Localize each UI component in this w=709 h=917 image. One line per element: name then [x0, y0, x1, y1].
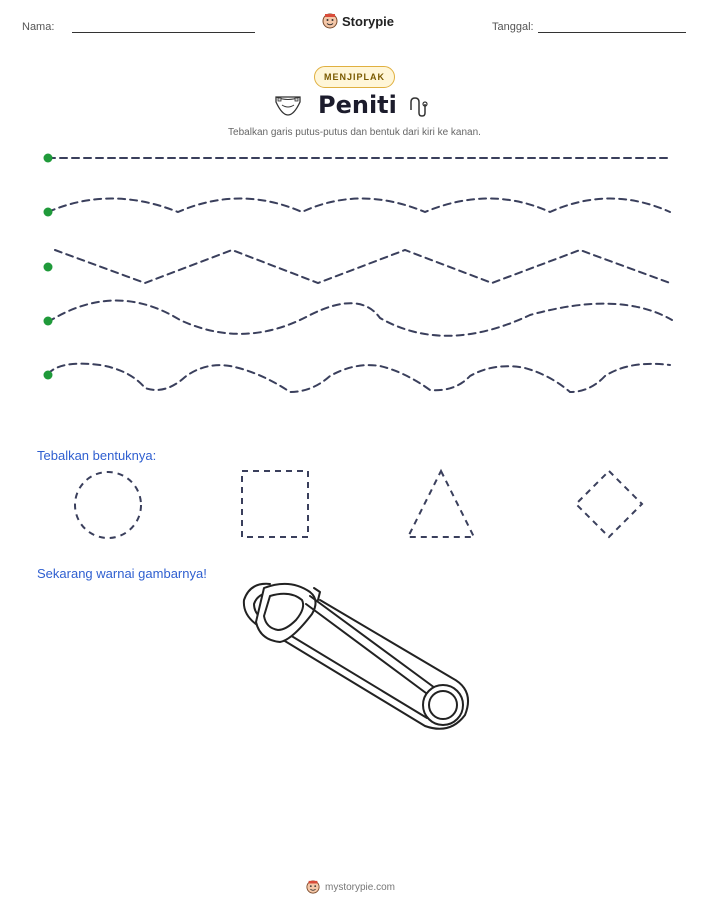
- shapes-section-label: Tebalkan bentuknya:: [37, 448, 157, 463]
- name-label: Nama:: [22, 21, 55, 33]
- start-dot: [44, 317, 53, 326]
- start-dot: [44, 154, 53, 163]
- coloring-section-label: Sekarang warnai gambarnya!: [37, 566, 207, 581]
- date-label: Tanggal:: [492, 21, 534, 33]
- brand-name: Storypie: [342, 13, 395, 29]
- storypie-logo-icon: [322, 13, 338, 29]
- trace-line-loop: [48, 364, 670, 392]
- trace-square: [242, 471, 308, 537]
- activity-badge: MENJIPLAK: [314, 66, 395, 88]
- diaper-icon: [274, 93, 302, 117]
- trace-triangle: [408, 471, 474, 537]
- footer-url[interactable]: mystorypie.com: [325, 881, 396, 893]
- instruction-text: Tebalkan garis putus-putus dan bentuk dari kiri ke kanan.: [228, 127, 481, 138]
- storypie-logo-icon: [306, 880, 320, 894]
- date-field[interactable]: [538, 32, 686, 33]
- start-dot: [44, 208, 53, 217]
- trace-line-curve: [48, 300, 672, 335]
- page-title: Peniti: [318, 91, 397, 119]
- start-dot: [44, 263, 53, 272]
- trace-line-wave: [48, 199, 670, 213]
- trace-circle: [75, 472, 141, 538]
- start-dot: [44, 371, 53, 380]
- footer: [306, 880, 395, 894]
- name-field[interactable]: [72, 32, 255, 33]
- safety-pin-small-icon: [407, 96, 433, 118]
- tracing-shapes: [0, 460, 709, 550]
- brand-logo: [322, 13, 394, 29]
- trace-diamond: [576, 471, 642, 537]
- safety-pin-illustration: [230, 570, 490, 740]
- trace-line-zigzag: [55, 250, 670, 283]
- tracing-lines: [0, 140, 709, 400]
